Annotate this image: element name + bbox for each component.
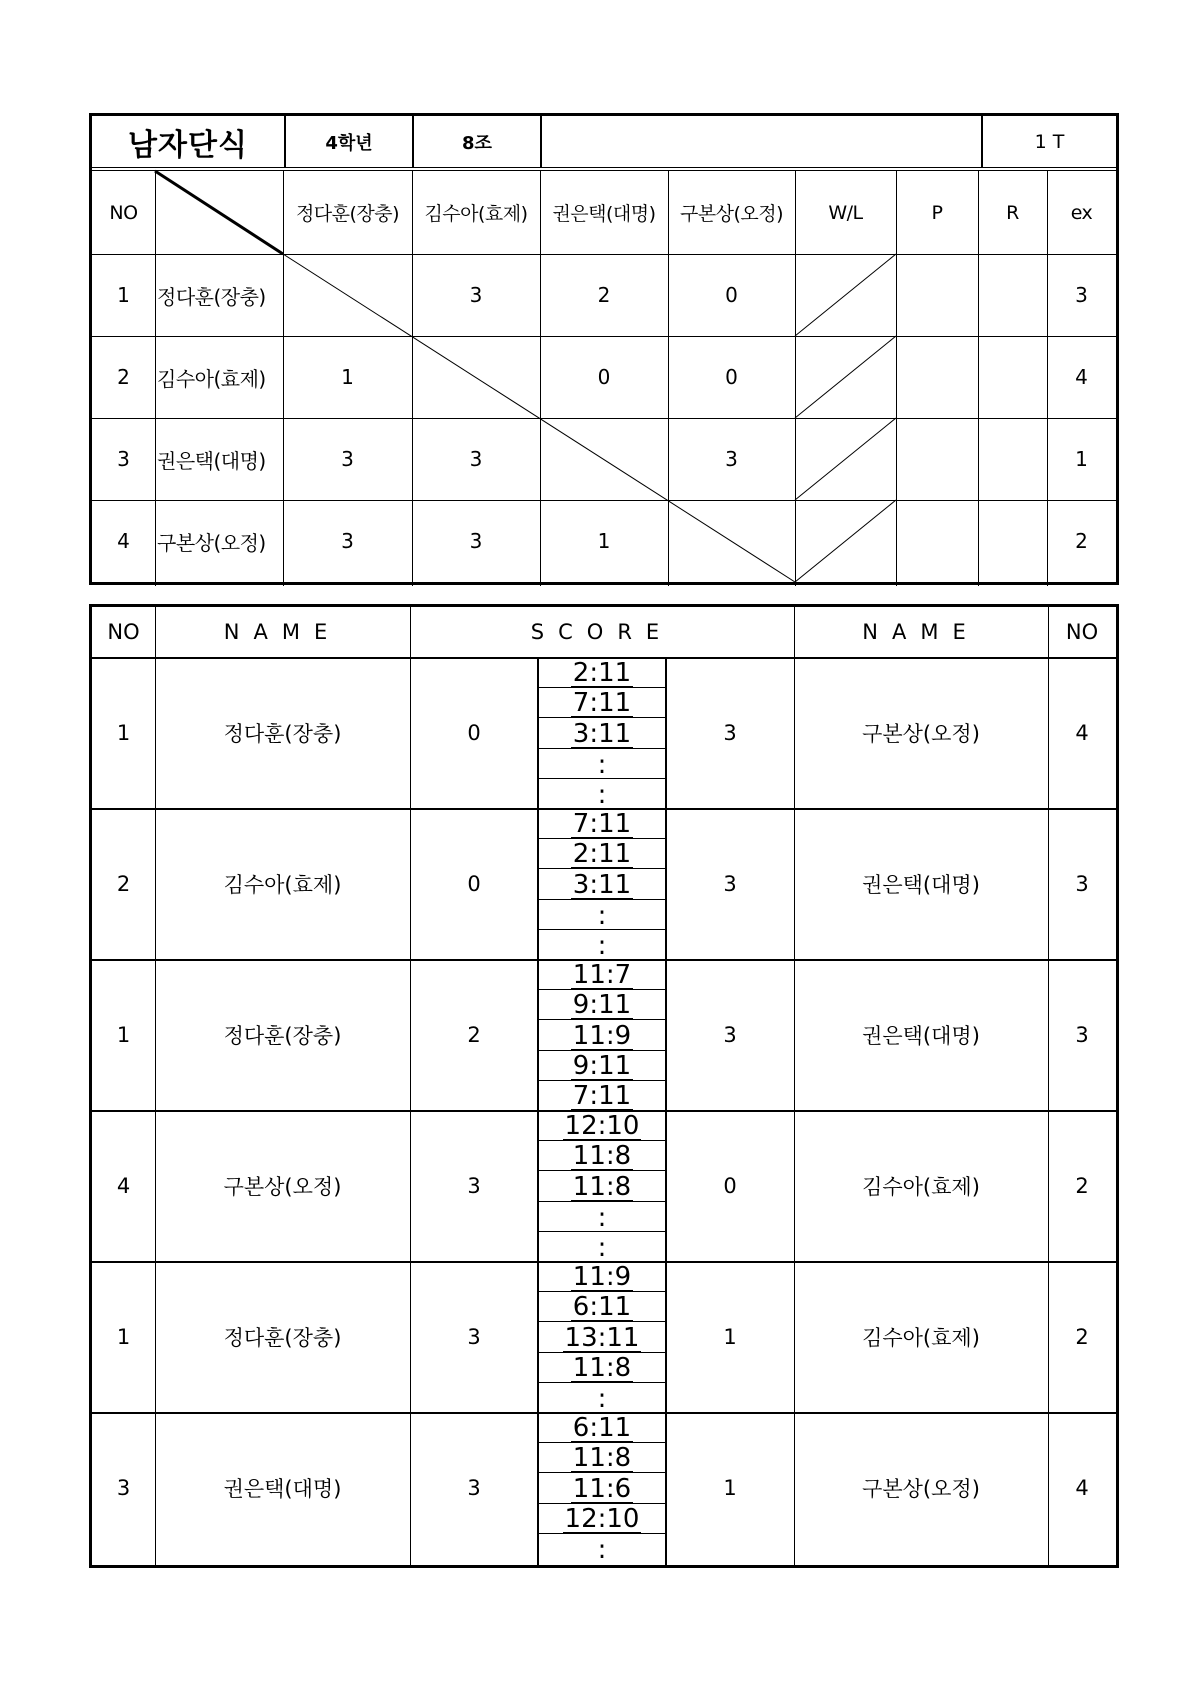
match-name-right: 구본상(오정) bbox=[862, 721, 980, 746]
game-score-row bbox=[538, 1352, 666, 1382]
game-score: 9:11 bbox=[572, 1050, 632, 1081]
game-score-row bbox=[538, 1050, 666, 1080]
match-no-right: 4 bbox=[1075, 720, 1089, 745]
self-match-diagonal-line bbox=[283, 254, 795, 582]
game-score-row bbox=[538, 717, 666, 747]
game-score-row bbox=[538, 1291, 666, 1321]
col-header-wl: W/L bbox=[828, 201, 863, 224]
game-score: 2:11 bbox=[572, 839, 632, 870]
game-score-row bbox=[538, 1321, 666, 1351]
game-score: 7:11 bbox=[572, 688, 632, 719]
game-score-row bbox=[538, 899, 666, 929]
group-label: 8조 bbox=[462, 132, 492, 154]
grade-label: 4학년 bbox=[325, 132, 373, 154]
round-robin-table bbox=[89, 113, 1119, 585]
match-name-right: 구본상(오정) bbox=[862, 1476, 980, 1501]
game-score-row bbox=[538, 1412, 666, 1442]
header-no-right: NO bbox=[1065, 620, 1099, 644]
match-sets-left: 3 bbox=[467, 1173, 481, 1198]
row-no: 3 bbox=[117, 447, 130, 471]
row-ex: 4 bbox=[1075, 365, 1088, 389]
game-score: 7:11 bbox=[572, 1080, 632, 1111]
header-name-right: NAME bbox=[862, 620, 980, 644]
col-header-player: 권은택(대명) bbox=[552, 203, 656, 225]
game-score: 13:11 bbox=[564, 1322, 640, 1353]
game-divider bbox=[538, 1231, 666, 1232]
match-no-right: 2 bbox=[1075, 1173, 1089, 1198]
score-cell: 3 bbox=[469, 283, 483, 307]
game-score-row bbox=[538, 1533, 666, 1563]
match-name-left: 정다훈(장충) bbox=[223, 1325, 342, 1350]
match-no-left: 2 bbox=[116, 871, 131, 896]
match-sets-left: 0 bbox=[467, 720, 481, 745]
row-player-name: 권은택(대명) bbox=[157, 448, 266, 473]
game-score-row bbox=[538, 1170, 666, 1200]
score-cell: 2 bbox=[597, 283, 611, 307]
game-score-row bbox=[538, 748, 666, 778]
game-divider bbox=[538, 717, 666, 718]
game-score: : bbox=[597, 1534, 607, 1565]
game-divider bbox=[538, 1170, 666, 1171]
game-score: 3:11 bbox=[572, 869, 632, 900]
game-score: 12:10 bbox=[564, 1503, 640, 1534]
game-score: : bbox=[597, 1202, 607, 1233]
game-score: 6:11 bbox=[572, 1292, 632, 1323]
game-score: 7:11 bbox=[572, 809, 632, 840]
header-score: SCORE bbox=[530, 620, 674, 644]
row-no: 1 bbox=[117, 283, 130, 307]
game-score-row bbox=[538, 1442, 666, 1472]
game-divider bbox=[538, 1533, 666, 1534]
row-player-name: 정다훈(장충) bbox=[157, 284, 266, 309]
score-cell: 3 bbox=[469, 447, 483, 471]
game-score-row bbox=[538, 1080, 666, 1110]
match-name-left: 정다훈(장충) bbox=[223, 1023, 342, 1048]
game-divider bbox=[538, 989, 666, 990]
game-score: 11:6 bbox=[572, 1473, 632, 1504]
row-player-name: 구본상(오정) bbox=[157, 530, 266, 555]
score-cell: 3 bbox=[341, 529, 354, 553]
game-score: : bbox=[597, 779, 607, 810]
match-sets-left: 3 bbox=[467, 1324, 481, 1349]
game-divider bbox=[538, 1442, 666, 1443]
game-score-row bbox=[538, 1261, 666, 1291]
game-score-row bbox=[538, 838, 666, 868]
row-no: 2 bbox=[117, 365, 130, 389]
game-divider bbox=[538, 1503, 666, 1504]
match-sets-right: 3 bbox=[723, 1022, 737, 1047]
game-score-row bbox=[538, 1140, 666, 1170]
row-ex: 2 bbox=[1075, 529, 1088, 553]
match-sets-right: 3 bbox=[723, 720, 737, 745]
game-score: : bbox=[597, 900, 607, 931]
match-name-left: 권은택(대명) bbox=[223, 1476, 342, 1501]
wl-slash bbox=[795, 254, 896, 336]
match-name-right: 김수아(효제) bbox=[862, 1325, 980, 1350]
game-divider bbox=[538, 1140, 666, 1141]
game-score: 11:8 bbox=[572, 1141, 632, 1172]
game-divider bbox=[538, 899, 666, 900]
game-divider bbox=[538, 868, 666, 869]
match-no-left: 4 bbox=[116, 1173, 131, 1198]
match-no-right: 3 bbox=[1075, 871, 1089, 896]
game-divider bbox=[538, 687, 666, 688]
game-score-row bbox=[538, 657, 666, 687]
wl-slash bbox=[795, 418, 896, 500]
game-divider bbox=[538, 1472, 666, 1473]
match-sets-left: 0 bbox=[467, 871, 481, 896]
col-header-r: R bbox=[1006, 201, 1019, 224]
game-score: 11:9 bbox=[572, 1020, 632, 1051]
game-divider bbox=[538, 1050, 666, 1051]
match-no-left: 1 bbox=[116, 1324, 131, 1349]
game-divider bbox=[538, 778, 666, 779]
game-score-row bbox=[538, 1110, 666, 1140]
game-score: 12:10 bbox=[564, 1111, 640, 1142]
game-score: : bbox=[597, 749, 607, 780]
game-score: : bbox=[597, 1383, 607, 1414]
match-results-table bbox=[89, 604, 1119, 1568]
game-score-row bbox=[538, 1019, 666, 1049]
game-score: 11:8 bbox=[572, 1171, 632, 1202]
score-cell: 1 bbox=[341, 365, 354, 389]
row-player-name: 김수아(효제) bbox=[157, 366, 266, 391]
game-score-row bbox=[538, 1231, 666, 1261]
col-header-player: 정다훈(장충) bbox=[295, 203, 400, 225]
match-sets-left: 2 bbox=[467, 1022, 481, 1047]
game-score-row bbox=[538, 929, 666, 959]
game-score: 2:11 bbox=[572, 658, 632, 689]
game-score-row bbox=[538, 1503, 666, 1533]
game-divider bbox=[538, 1291, 666, 1292]
match-no-right: 4 bbox=[1075, 1475, 1089, 1500]
game-divider bbox=[538, 1382, 666, 1383]
game-divider bbox=[538, 1080, 666, 1081]
score-cell: 1 bbox=[597, 529, 611, 553]
game-divider bbox=[538, 838, 666, 839]
game-score: 11:8 bbox=[572, 1352, 632, 1383]
match-name-right: 권은택(대명) bbox=[862, 872, 980, 897]
wl-slash bbox=[795, 336, 896, 418]
game-divider bbox=[538, 929, 666, 930]
row-no: 4 bbox=[117, 529, 130, 553]
game-divider bbox=[538, 1201, 666, 1202]
match-no-right: 2 bbox=[1075, 1324, 1089, 1349]
match-no-left: 3 bbox=[116, 1475, 131, 1500]
wl-slash bbox=[795, 500, 896, 582]
game-score: : bbox=[597, 930, 607, 961]
table-number: 1 T bbox=[1034, 130, 1065, 153]
row-ex: 3 bbox=[1075, 283, 1088, 307]
match-name-left: 김수아(효제) bbox=[223, 872, 342, 897]
col-header-player: 구본상(오정) bbox=[679, 203, 784, 225]
match-sets-right: 3 bbox=[723, 871, 737, 896]
game-divider bbox=[538, 1321, 666, 1322]
game-score-row bbox=[538, 1201, 666, 1231]
col-header-ex: ex bbox=[1070, 201, 1093, 224]
game-score-row bbox=[538, 1382, 666, 1412]
match-no-left: 1 bbox=[116, 720, 131, 745]
match-name-left: 정다훈(장충) bbox=[223, 721, 342, 746]
score-cell: 3 bbox=[469, 529, 483, 553]
match-sets-right: 1 bbox=[723, 1475, 737, 1500]
game-score: 9:11 bbox=[572, 990, 632, 1021]
game-score: 6:11 bbox=[572, 1413, 632, 1444]
game-score-row bbox=[538, 868, 666, 898]
col-header-player: 김수아(효제) bbox=[424, 203, 528, 225]
score-cell: 3 bbox=[725, 447, 738, 471]
game-score: 11:8 bbox=[572, 1443, 632, 1474]
game-score: 11:9 bbox=[572, 1262, 632, 1293]
col-header-p: P bbox=[931, 201, 943, 224]
row-ex: 1 bbox=[1075, 447, 1088, 471]
match-name-right: 권은택(대명) bbox=[862, 1023, 980, 1048]
game-score-row bbox=[538, 808, 666, 838]
game-score-row bbox=[538, 959, 666, 989]
game-score-row bbox=[538, 1472, 666, 1502]
score-cell: 0 bbox=[597, 365, 611, 389]
match-sets-right: 0 bbox=[723, 1173, 737, 1198]
game-score: 11:7 bbox=[572, 960, 632, 991]
header-name-left: NAME bbox=[223, 620, 342, 644]
game-score-row bbox=[538, 687, 666, 717]
match-no-right: 3 bbox=[1075, 1022, 1089, 1047]
header-no-left: NO bbox=[107, 620, 140, 644]
diagonal-lines bbox=[92, 116, 1116, 582]
match-sets-right: 1 bbox=[723, 1324, 737, 1349]
match-name-left: 구본상(오정) bbox=[223, 1174, 342, 1199]
match-no-left: 1 bbox=[116, 1022, 131, 1047]
score-cell: 3 bbox=[341, 447, 354, 471]
game-score-row bbox=[538, 778, 666, 808]
game-divider bbox=[538, 1019, 666, 1020]
game-score: : bbox=[597, 1232, 607, 1263]
score-cell: 0 bbox=[725, 283, 738, 307]
game-score: 3:11 bbox=[572, 718, 632, 749]
event-title: 남자단식 bbox=[128, 127, 248, 163]
score-cell: 0 bbox=[725, 365, 738, 389]
match-name-right: 김수아(효제) bbox=[862, 1174, 980, 1199]
game-divider bbox=[538, 1352, 666, 1353]
game-score-row bbox=[538, 989, 666, 1019]
col-header-no: NO bbox=[109, 201, 138, 224]
header-diagonal-line bbox=[155, 171, 283, 254]
match-sets-left: 3 bbox=[467, 1475, 481, 1500]
game-divider bbox=[538, 748, 666, 749]
